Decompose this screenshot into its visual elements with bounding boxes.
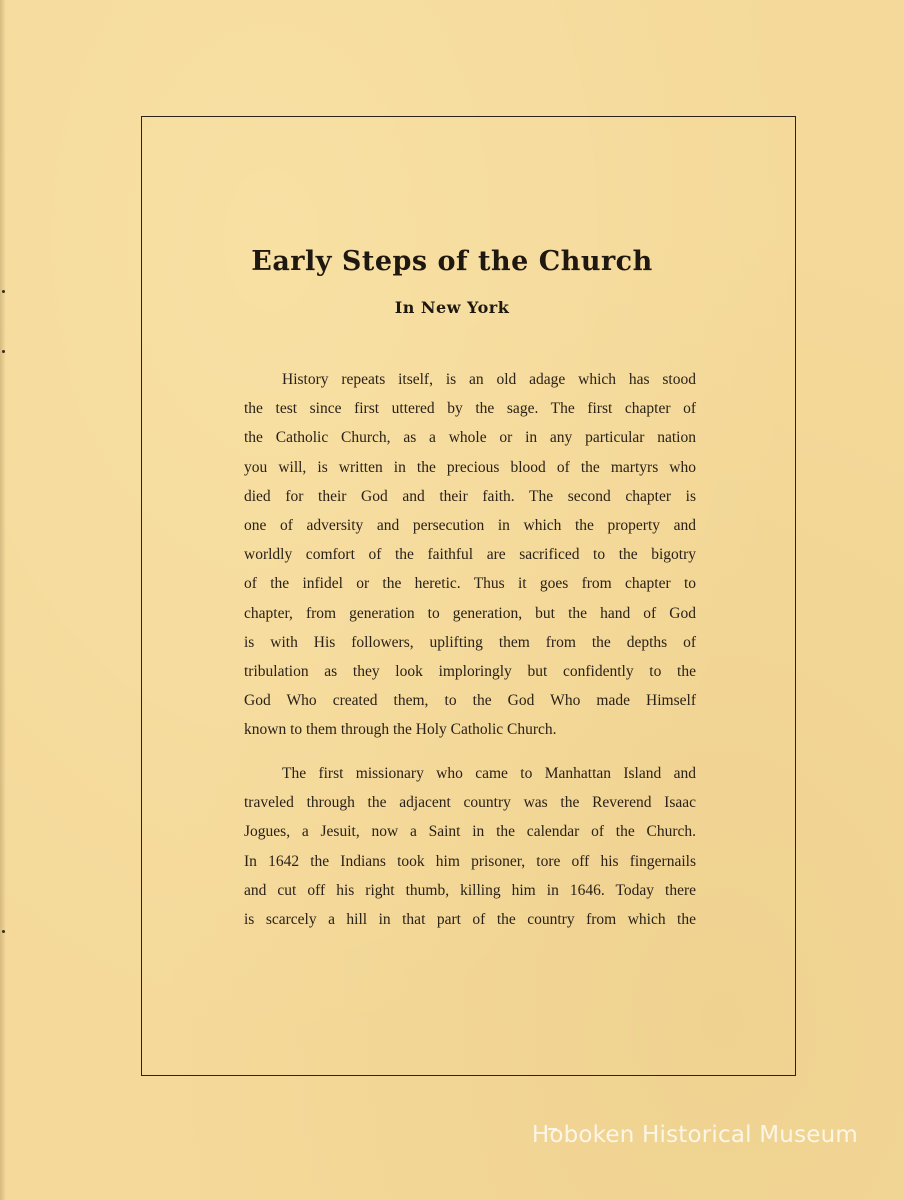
edge-mark bbox=[2, 350, 5, 353]
page-subtitle: In New York bbox=[394, 298, 510, 317]
watermark: Hoboken Historical Museum bbox=[531, 1122, 858, 1148]
text-line: traveled through the adjacent country was the Reverend Isaac bbox=[244, 794, 696, 812]
text-line: God Who created them, to the God Who made Himself bbox=[244, 692, 696, 710]
text-line: of the infidel or the heretic. Thus it goes from chapter to bbox=[244, 575, 696, 593]
text-line: tribulation as they look imploringly but confidently to the bbox=[244, 662, 696, 680]
text-line: and cut off his right thumb, killing him in 1646. Today there bbox=[244, 881, 696, 899]
text-line: the test since first uttered by the sage. The first chapter of bbox=[244, 400, 696, 418]
paragraph-2 bbox=[244, 759, 696, 934]
text-line: Jogues, a Jesuit, now a Saint in the calendar of the Church. bbox=[244, 823, 696, 841]
page-title: Early Steps of the Church bbox=[251, 246, 653, 277]
paragraph-1 bbox=[244, 365, 696, 744]
page-left-edge bbox=[0, 0, 6, 1200]
text-line: chapter, from generation to generation, but the hand of God bbox=[244, 604, 696, 622]
text-line: In 1642 the Indians took him prisoner, tore off his fingernails bbox=[244, 852, 696, 870]
text-line: you will, is written in the precious blood of the martyrs who bbox=[244, 458, 696, 476]
text-line: worldly comfort of the faithful are sacrificed to the bigotry bbox=[244, 546, 696, 564]
edge-mark bbox=[2, 290, 5, 293]
text-line: is with His followers, uplifting them from the depths of bbox=[244, 633, 696, 651]
text-line: known to them through the Holy Catholic Church. bbox=[244, 721, 557, 739]
text-line: History repeats itself, is an old adage which has stood bbox=[282, 371, 696, 388]
text-line: the Catholic Church, as a whole or in any particular nation bbox=[244, 429, 696, 447]
text-line: The first missionary who came to Manhattan Island and bbox=[282, 765, 696, 782]
text-line: is scarcely a hill in that part of the country from which the bbox=[244, 910, 696, 928]
edge-mark bbox=[2, 930, 5, 933]
text-line: one of adversity and persecution in which the property and bbox=[244, 516, 696, 534]
text-line: died for their God and their faith. The second chapter is bbox=[244, 487, 696, 505]
